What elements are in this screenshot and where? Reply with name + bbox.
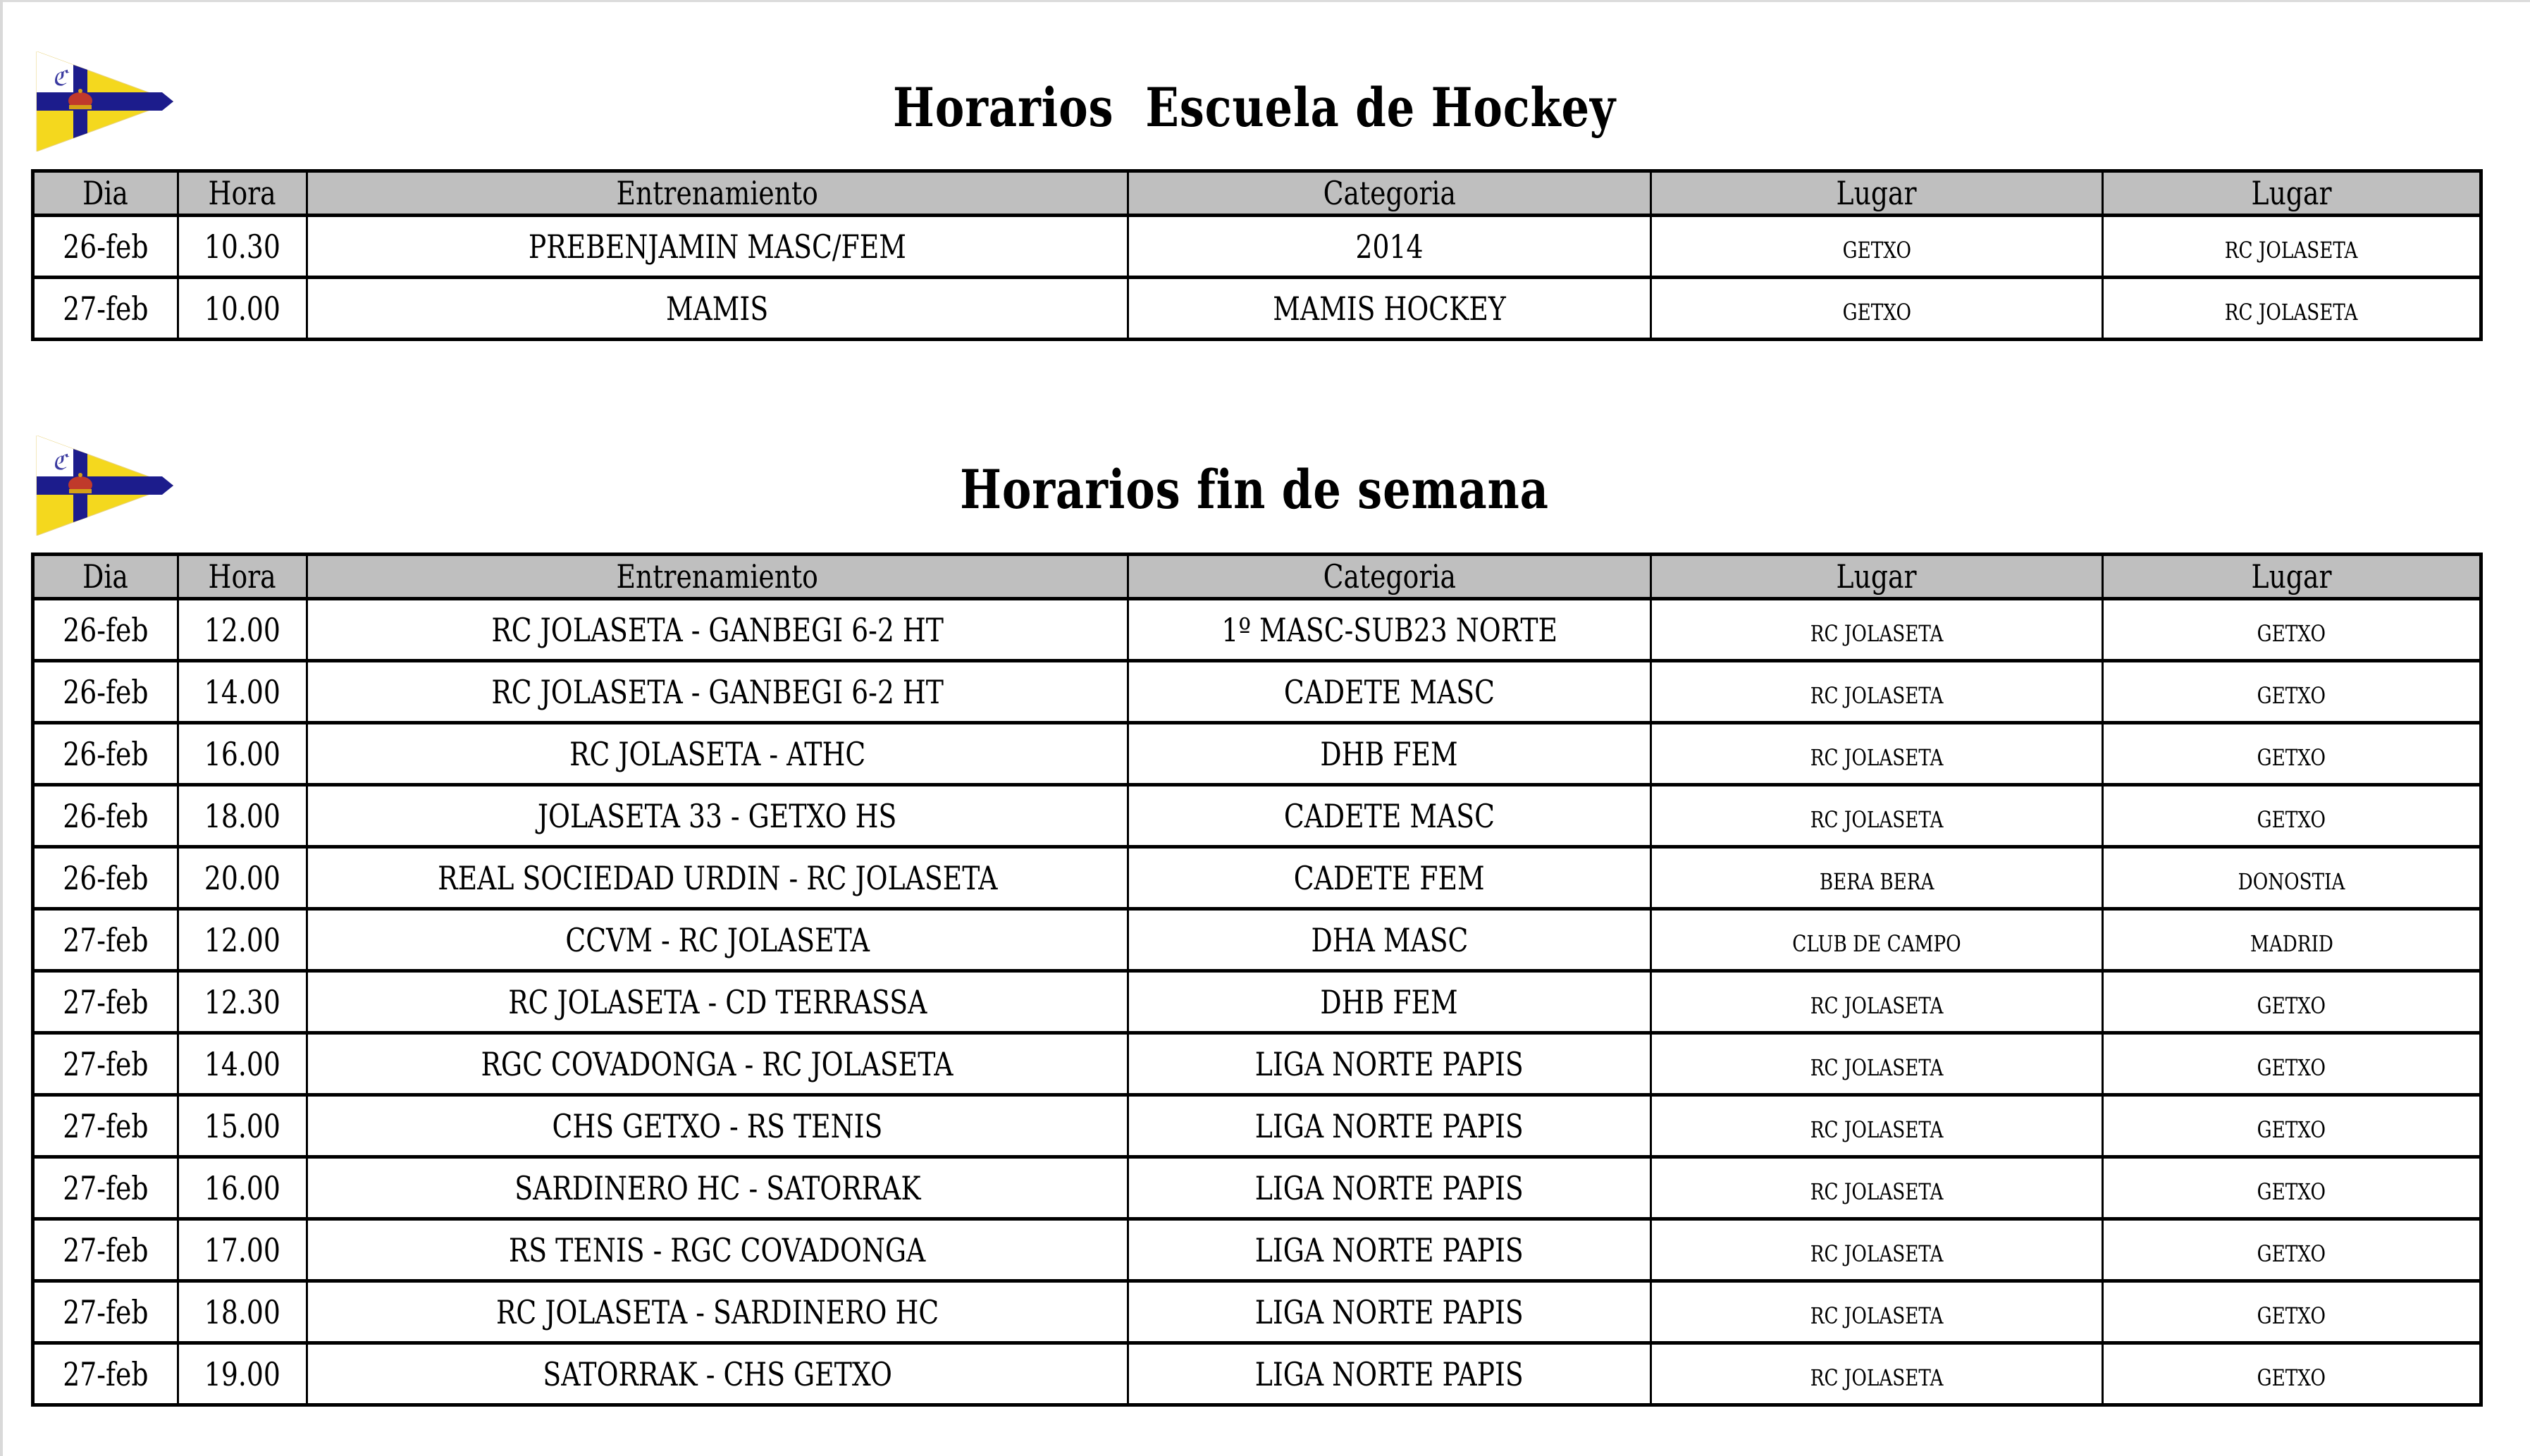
table-header-row	[33, 171, 2481, 216]
cell-lugar-2	[2103, 785, 2481, 847]
column-header-lugar-2: Lugar	[2103, 171, 2481, 216]
cell-dia	[33, 1281, 178, 1343]
cell-lugar-2-text: GETXO	[2257, 1240, 2326, 1267]
cell-lugar-2	[2103, 909, 2481, 971]
cell-lugar	[1651, 971, 2103, 1033]
cell-hora	[178, 1095, 307, 1157]
cell-lugar	[1651, 1033, 2103, 1095]
cell-lugar-2	[2103, 1281, 2481, 1343]
schedule-body-escuela	[33, 216, 2481, 340]
cell-hora-text: 12.30	[204, 982, 280, 1021]
svg-text:ℭ: ℭ	[52, 450, 68, 475]
cell-dia-text: 27-feb	[63, 289, 149, 328]
cell-lugar-2-text: GETXO	[2257, 744, 2326, 771]
cell-hora-text: 17.00	[204, 1230, 280, 1269]
cell-entrenamiento-text: REAL SOCIEDAD URDIN - RC JOLASETA	[437, 858, 998, 897]
cell-lugar-2	[2103, 1033, 2481, 1095]
cell-lugar-2-text: GETXO	[2257, 1178, 2326, 1205]
cell-categoria-text: 2014	[1355, 227, 1424, 266]
cell-hora	[178, 909, 307, 971]
cell-lugar-2	[2103, 661, 2481, 723]
section-title-escuela: Horarios Escuela de Hockey	[893, 76, 1616, 139]
cell-categoria	[1128, 1219, 1651, 1281]
cell-lugar-2-text: GETXO	[2257, 1302, 2326, 1329]
cell-entrenamiento-text: RC JOLASETA - GANBEGI 6-2 HT	[491, 610, 944, 649]
cell-lugar-text: RC JOLASETA	[1810, 992, 1944, 1019]
column-header-categoria: Categoria	[1128, 555, 1651, 599]
table-row	[33, 723, 2481, 785]
cell-entrenamiento-text: RC JOLASETA - CD TERRASSA	[507, 982, 927, 1021]
cell-hora-text: 12.00	[204, 610, 280, 649]
cell-entrenamiento-text: RC JOLASETA - ATHC	[569, 734, 866, 773]
cell-dia	[33, 661, 178, 723]
cell-categoria-text: 1º MASC-SUB23 NORTE	[1221, 610, 1557, 649]
column-header-lugar: Lugar	[1651, 555, 2103, 599]
table-row	[33, 1157, 2481, 1219]
cell-lugar-2-text: MADRID	[2250, 930, 2333, 957]
cell-lugar	[1651, 1157, 2103, 1219]
cell-lugar	[1651, 785, 2103, 847]
cell-categoria-text: CADETE MASC	[1283, 672, 1495, 711]
cell-lugar-2-text: GETXO	[2257, 1364, 2326, 1391]
cell-hora-text: 16.00	[204, 1168, 280, 1207]
cell-lugar-2-text: GETXO	[2257, 1116, 2326, 1143]
cell-lugar	[1651, 1281, 2103, 1343]
cell-categoria-text: DHA MASC	[1311, 920, 1468, 959]
cell-categoria	[1128, 723, 1651, 785]
cell-entrenamiento	[307, 1095, 1128, 1157]
cell-lugar	[1651, 723, 2103, 785]
cell-lugar-2-text: GETXO	[2257, 1054, 2326, 1081]
cell-dia	[33, 599, 178, 661]
cell-hora-text: 10.30	[204, 227, 280, 266]
cell-lugar-2-text: GETXO	[2257, 619, 2326, 647]
cell-lugar-text: RC JOLASETA	[1810, 619, 1944, 647]
cell-entrenamiento	[307, 847, 1128, 909]
cell-categoria-text: DHB FEM	[1320, 982, 1459, 1021]
cell-categoria	[1128, 599, 1651, 661]
table-row	[33, 971, 2481, 1033]
cell-dia-text: 27-feb	[63, 1292, 149, 1331]
cell-entrenamiento	[307, 785, 1128, 847]
cell-lugar	[1651, 847, 2103, 909]
cell-categoria-text: CADETE FEM	[1294, 858, 1485, 897]
cell-hora	[178, 1343, 307, 1405]
cell-lugar-2	[2103, 847, 2481, 909]
table-header-row	[33, 555, 2481, 599]
schedule-body-fin-de-semana	[33, 599, 2481, 1405]
club-pennant-logo-2	[35, 436, 173, 536]
cell-hora	[178, 216, 307, 278]
cell-lugar	[1651, 1343, 2103, 1405]
table-row	[33, 847, 2481, 909]
cell-hora	[178, 599, 307, 661]
cell-lugar-text: RC JOLASETA	[1810, 1178, 1944, 1205]
cell-categoria	[1128, 278, 1651, 340]
column-header-dia: Dia	[33, 555, 178, 599]
cell-lugar-text: GETXO	[1842, 298, 1911, 326]
table-row	[33, 1219, 2481, 1281]
cell-hora	[178, 278, 307, 340]
cell-lugar-2	[2103, 599, 2481, 661]
cell-categoria-text: MAMIS HOCKEY	[1273, 289, 1506, 328]
column-header-entrenamiento: Entrenamiento	[307, 171, 1128, 216]
cell-entrenamiento-text: RC JOLASETA - GANBEGI 6-2 HT	[491, 672, 944, 711]
table-row	[33, 909, 2481, 971]
cell-categoria-text: LIGA NORTE PAPIS	[1255, 1168, 1524, 1207]
column-header-categoria: Categoria	[1128, 171, 1651, 216]
cell-hora-text: 15.00	[204, 1106, 280, 1145]
cell-hora	[178, 1219, 307, 1281]
cell-dia	[33, 1095, 178, 1157]
cell-entrenamiento-text: CHS GETXO - RS TENIS	[552, 1106, 883, 1145]
cell-dia-text: 27-feb	[63, 1106, 149, 1145]
cell-categoria	[1128, 1343, 1651, 1405]
cell-lugar-text: RC JOLASETA	[1810, 1116, 1944, 1143]
cell-dia-text: 27-feb	[63, 982, 149, 1021]
page-left-edge	[0, 0, 3, 1456]
cell-dia	[33, 847, 178, 909]
cell-hora	[178, 1157, 307, 1219]
cell-hora	[178, 723, 307, 785]
cell-lugar-text: BERA BERA	[1819, 868, 1934, 895]
cell-dia	[33, 1343, 178, 1405]
cell-lugar-2	[2103, 278, 2481, 340]
cell-hora-text: 10.00	[204, 289, 280, 328]
cell-hora	[178, 1033, 307, 1095]
cell-lugar-2	[2103, 216, 2481, 278]
cell-lugar-2-text: DONOSTIA	[2238, 868, 2345, 895]
cell-entrenamiento-text: SATORRAK - CHS GETXO	[543, 1355, 892, 1393]
schedule-table-escuela	[31, 169, 2483, 341]
cell-categoria-text: LIGA NORTE PAPIS	[1255, 1230, 1524, 1269]
cell-categoria-text: DHB FEM	[1320, 734, 1459, 773]
cell-entrenamiento	[307, 1281, 1128, 1343]
cell-entrenamiento	[307, 971, 1128, 1033]
cell-dia	[33, 785, 178, 847]
cell-categoria	[1128, 1281, 1651, 1343]
cell-dia-text: 27-feb	[63, 920, 149, 959]
cell-entrenamiento-text: JOLASETA 33 - GETXO HS	[538, 796, 897, 835]
cell-lugar-2	[2103, 971, 2481, 1033]
cell-entrenamiento-text: SARDINERO HC - SATORRAK	[514, 1168, 921, 1207]
cell-categoria-text: LIGA NORTE PAPIS	[1255, 1106, 1524, 1145]
cell-lugar-2	[2103, 723, 2481, 785]
cell-lugar-2	[2103, 1343, 2481, 1405]
cell-entrenamiento-text: RC JOLASETA - SARDINERO HC	[495, 1292, 939, 1331]
cell-entrenamiento	[307, 1219, 1128, 1281]
column-header-lugar: Lugar	[1651, 171, 2103, 216]
cell-lugar	[1651, 278, 2103, 340]
cell-entrenamiento	[307, 216, 1128, 278]
cell-dia-text: 26-feb	[63, 610, 149, 649]
cell-dia	[33, 723, 178, 785]
cell-dia	[33, 278, 178, 340]
cell-dia	[33, 1219, 178, 1281]
cell-dia	[33, 1157, 178, 1219]
cell-dia	[33, 216, 178, 278]
cell-hora	[178, 661, 307, 723]
cell-categoria-text: CADETE MASC	[1283, 796, 1495, 835]
cell-lugar-text: RC JOLASETA	[1810, 1302, 1944, 1329]
column-header-entrenamiento: Entrenamiento	[307, 555, 1128, 599]
table-row	[33, 1343, 2481, 1405]
cell-entrenamiento-text: RGC COVADONGA - RC JOLASETA	[481, 1044, 954, 1083]
cell-lugar-2	[2103, 1095, 2481, 1157]
cell-dia	[33, 909, 178, 971]
cell-entrenamiento-text: MAMIS	[666, 289, 769, 328]
column-header-lugar-2: Lugar	[2103, 555, 2481, 599]
section-title-fin-de-semana: Horarios fin de semana	[960, 458, 1549, 521]
cell-lugar-text: RC JOLASETA	[1810, 744, 1944, 771]
pennant-icon	[35, 436, 173, 536]
cell-entrenamiento	[307, 661, 1128, 723]
cell-entrenamiento	[307, 909, 1128, 971]
cell-hora-text: 14.00	[204, 1044, 280, 1083]
table-row	[33, 661, 2481, 723]
cell-hora	[178, 847, 307, 909]
table-row	[33, 1281, 2481, 1343]
cell-hora-text: 14.00	[204, 672, 280, 711]
svg-text:ℭ: ℭ	[52, 66, 68, 91]
cell-entrenamiento	[307, 723, 1128, 785]
cell-categoria-text: LIGA NORTE PAPIS	[1255, 1292, 1524, 1331]
cell-lugar-2-text: GETXO	[2257, 806, 2326, 833]
cell-entrenamiento-text: RS TENIS - RGC COVADONGA	[509, 1230, 926, 1269]
cell-categoria	[1128, 1095, 1651, 1157]
cell-lugar	[1651, 661, 2103, 723]
cell-categoria-text: LIGA NORTE PAPIS	[1255, 1044, 1524, 1083]
cell-hora-text: 16.00	[204, 734, 280, 773]
cell-hora	[178, 785, 307, 847]
cell-categoria	[1128, 1157, 1651, 1219]
column-header-hora: Hora	[178, 555, 307, 599]
cell-lugar	[1651, 599, 2103, 661]
cell-dia-text: 26-feb	[63, 796, 149, 835]
cell-categoria	[1128, 847, 1651, 909]
cell-lugar-text: RC JOLASETA	[1810, 806, 1944, 833]
cell-entrenamiento-text: PREBENJAMIN MASC/FEM	[528, 227, 907, 266]
cell-lugar-text: RC JOLASETA	[1810, 1364, 1944, 1391]
cell-dia-text: 27-feb	[63, 1168, 149, 1207]
cell-entrenamiento	[307, 1343, 1128, 1405]
cell-hora-text: 18.00	[204, 1292, 280, 1331]
schedule-table-fin-de-semana	[31, 553, 2483, 1407]
cell-dia-text: 26-feb	[63, 858, 149, 897]
cell-lugar	[1651, 909, 2103, 971]
cell-lugar-text: RC JOLASETA	[1810, 1054, 1944, 1081]
cell-dia-text: 26-feb	[63, 672, 149, 711]
cell-dia-text: 27-feb	[63, 1230, 149, 1269]
cell-dia-text: 26-feb	[63, 734, 149, 773]
cell-categoria	[1128, 909, 1651, 971]
cell-categoria	[1128, 971, 1651, 1033]
cell-hora	[178, 1281, 307, 1343]
cell-entrenamiento-text: CCVM - RC JOLASETA	[565, 920, 870, 959]
cell-hora-text: 18.00	[204, 796, 280, 835]
cell-lugar	[1651, 216, 2103, 278]
pennant-icon	[35, 51, 173, 152]
cell-lugar-text: GETXO	[1842, 236, 1911, 264]
cell-lugar-2-text: GETXO	[2257, 992, 2326, 1019]
page-top-edge	[0, 0, 2530, 2]
cell-dia-text: 27-feb	[63, 1355, 149, 1393]
table-row	[33, 1033, 2481, 1095]
cell-entrenamiento	[307, 1157, 1128, 1219]
cell-lugar-2-text: GETXO	[2257, 681, 2326, 709]
cell-hora-text: 19.00	[204, 1355, 280, 1393]
cell-hora-text: 20.00	[204, 858, 280, 897]
column-header-hora: Hora	[178, 171, 307, 216]
cell-lugar-2-text: RC JOLASETA	[2225, 236, 2358, 264]
cell-lugar	[1651, 1219, 2103, 1281]
club-pennant-logo	[35, 51, 173, 152]
cell-categoria	[1128, 1033, 1651, 1095]
cell-lugar-text: RC JOLASETA	[1810, 681, 1944, 709]
table-row	[33, 599, 2481, 661]
cell-categoria	[1128, 661, 1651, 723]
cell-dia-text: 26-feb	[63, 227, 149, 266]
cell-hora	[178, 971, 307, 1033]
table-row	[33, 1095, 2481, 1157]
cell-entrenamiento	[307, 278, 1128, 340]
table-row	[33, 278, 2481, 340]
cell-dia	[33, 971, 178, 1033]
cell-lugar-2-text: RC JOLASETA	[2225, 298, 2358, 326]
cell-lugar-2	[2103, 1219, 2481, 1281]
table-row	[33, 216, 2481, 278]
cell-lugar-text: CLUB DE CAMPO	[1792, 930, 1961, 957]
cell-categoria	[1128, 216, 1651, 278]
cell-lugar	[1651, 1095, 2103, 1157]
column-header-dia: Dia	[33, 171, 178, 216]
cell-entrenamiento	[307, 1033, 1128, 1095]
cell-categoria	[1128, 785, 1651, 847]
cell-entrenamiento	[307, 599, 1128, 661]
cell-hora-text: 12.00	[204, 920, 280, 959]
cell-lugar-text: RC JOLASETA	[1810, 1240, 1944, 1267]
cell-categoria-text: LIGA NORTE PAPIS	[1255, 1355, 1524, 1393]
cell-dia	[33, 1033, 178, 1095]
cell-dia-text: 27-feb	[63, 1044, 149, 1083]
table-row	[33, 785, 2481, 847]
cell-lugar-2	[2103, 1157, 2481, 1219]
